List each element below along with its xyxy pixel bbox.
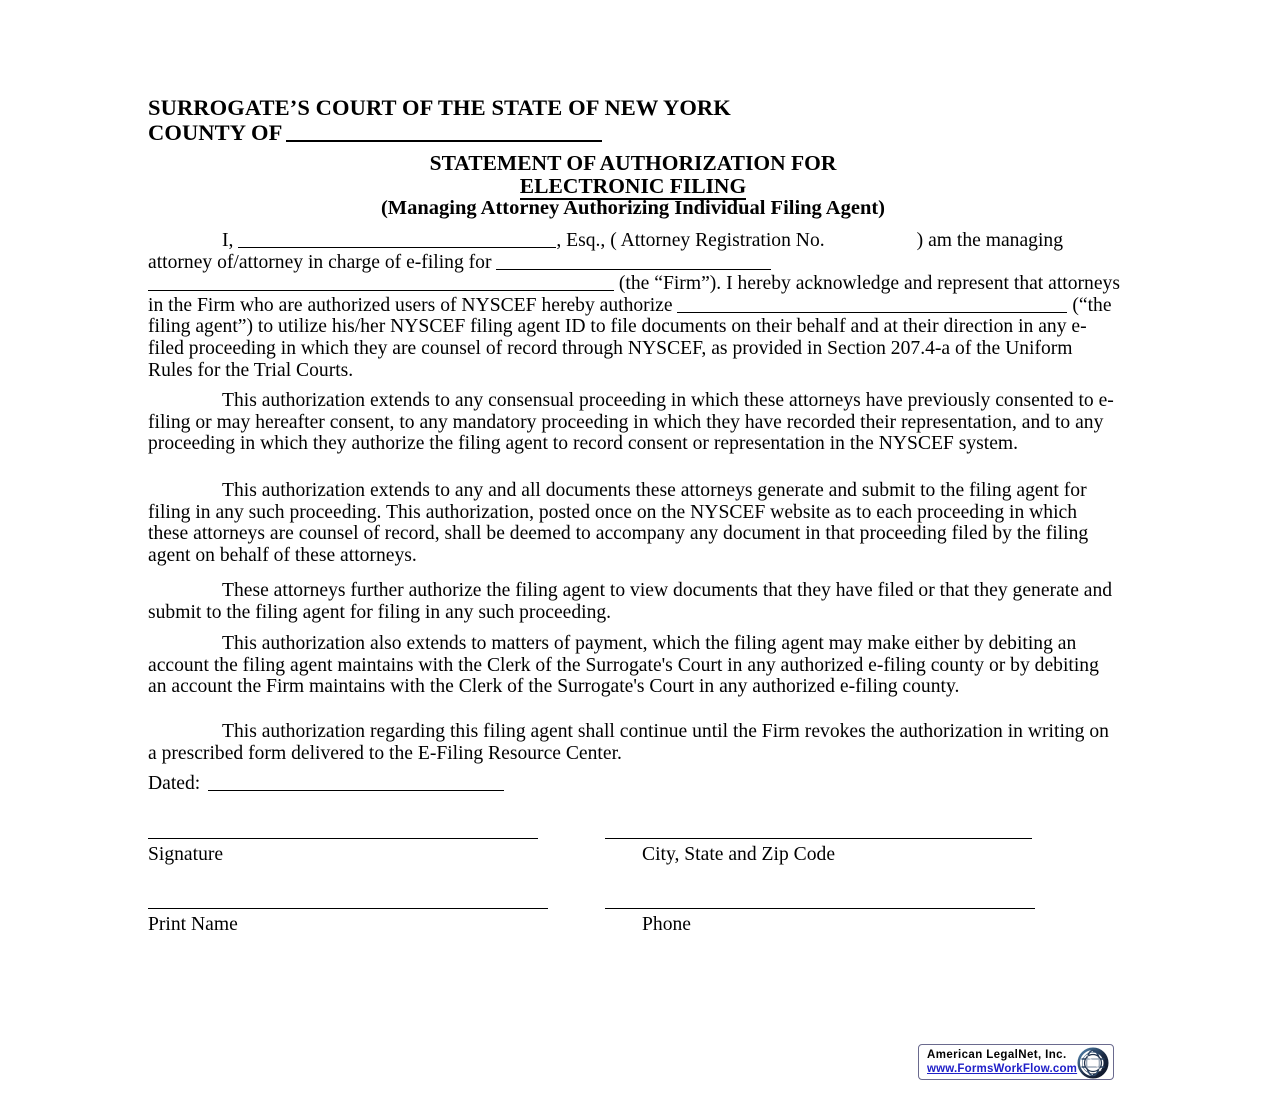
county-label: COUNTY OF: [148, 120, 283, 145]
firm-name-blank-1[interactable]: [496, 254, 771, 270]
paragraph-5-body: This authorization also extends to matters of payment, which the filing agent may make either by debiting an account the filing agent maintains with the Clerk of the Surrogate's Court in any authorized e-filing county or by debiting an account the Firm maintains with the Clerk of the Surrogate's Court in any authorized e-filing county.: [148, 633, 1099, 698]
paragraph-2-body: This authorization extends to any consensual proceeding in which these attorneys have previously consented to e-filing or may hereafter consent, to any mandatory proceeding in which they have recorded their representation, and to any proceeding in which they authorize the filing agent to record consent or representation in the NYSCEF system.: [148, 390, 1114, 455]
dated-row: [148, 773, 504, 795]
title-line-2: [148, 175, 1118, 198]
footer-company-name: American LegalNet, Inc.: [927, 1049, 1067, 1061]
footer-url-link[interactable]: www.FormsWorkFlow.com: [927, 1063, 1078, 1075]
print-name-rule[interactable]: [148, 908, 548, 909]
dated-label: Dated:: [148, 773, 201, 794]
city-state-zip-rule[interactable]: [605, 838, 1032, 839]
city-state-zip-label: City, State and Zip Code: [642, 844, 836, 865]
paragraph-1: [148, 230, 1120, 381]
court-name: SURROGATE’S COURT OF THE STATE OF NEW YORK: [148, 95, 731, 120]
phone-rule[interactable]: [605, 908, 1035, 909]
paragraph-4-text: [148, 580, 1120, 623]
county-line: [148, 121, 1108, 145]
phone-label: Phone: [642, 914, 691, 935]
paragraph-2: [148, 390, 1120, 455]
title-line-2-underlined: ELECTRONIC FILING: [519, 173, 747, 198]
p1-seg5: (“the filing agent”) to utilize his/her NYSCEF filing agent ID to file documents on their behalf and at their direction in any e-filed proceeding in which they are counsel of record through NYSCEF, as provided in Section 207.4-a of the Uniform Rules for the Trial Courts.: [148, 294, 1112, 381]
dated-blank-field[interactable]: [208, 775, 504, 791]
globe-logo-icon: [1077, 1047, 1109, 1079]
filing-agent-blank[interactable]: [677, 297, 1067, 313]
paragraph-5-text: [148, 633, 1120, 698]
paragraph-4: [148, 580, 1120, 623]
county-blank-field[interactable]: [286, 123, 602, 142]
signature-label: Signature: [148, 844, 224, 865]
document-title: [148, 152, 1118, 220]
paragraph-3-text: [148, 480, 1120, 566]
paragraph-6-text: [148, 721, 1120, 764]
p1-seg1: I,: [222, 230, 234, 251]
print-name-label: Print Name: [148, 914, 238, 935]
signature-rule[interactable]: [148, 838, 538, 839]
paragraph-3: [148, 480, 1120, 566]
paragraph-4-body: These attorneys further authorize the filing agent to view documents that they have filed or that they generate and submit to the filing agent for filing in any such proceeding.: [148, 580, 1113, 623]
paragraph-5: [148, 633, 1120, 698]
title-line-3: (Managing Attorney Authorizing Individual Filing Agent): [380, 197, 886, 219]
paragraph-6-body: This authorization regarding this filing agent shall continue until the Firm revokes the authorization in writing on a prescribed form delivered to the E-Filing Resource Center.: [148, 721, 1109, 764]
paragraph-2-text: [148, 390, 1120, 455]
attorney-name-blank[interactable]: [238, 232, 556, 248]
paragraph-1-text: [148, 230, 1120, 381]
p1-seg4: (the “Firm”). I hereby acknowledge and represent that attorneys in the Firm who are authorized users of NYSCEF hereby authorize: [148, 273, 1120, 316]
firm-name-blank-2[interactable]: [148, 275, 614, 291]
court-header: [148, 96, 1108, 145]
footer-badge: [918, 1044, 1114, 1080]
paragraph-3-body: This authorization extends to any and all documents these attorneys generate and submit to the filing agent for filing in any such proceeding. This authorization, posted once on the NYSCEF website as to each proceeding in which these attorneys are counsel of record, shall be deemed to accompany any document in that proceeding filed by the filing agent on behalf of these attorneys.: [148, 480, 1089, 566]
registration-number-blank[interactable]: [825, 233, 917, 248]
p1-seg2: , Esq., ( Attorney Registration No.: [556, 230, 825, 251]
footer-badge-text: [927, 1048, 1078, 1076]
paragraph-6: [148, 721, 1120, 764]
p1-seg3: ) am the managing attorney of/attorney in charge of e-filing for: [148, 230, 1064, 273]
title-line-1: STATEMENT OF AUTHORIZATION FOR: [429, 151, 837, 175]
